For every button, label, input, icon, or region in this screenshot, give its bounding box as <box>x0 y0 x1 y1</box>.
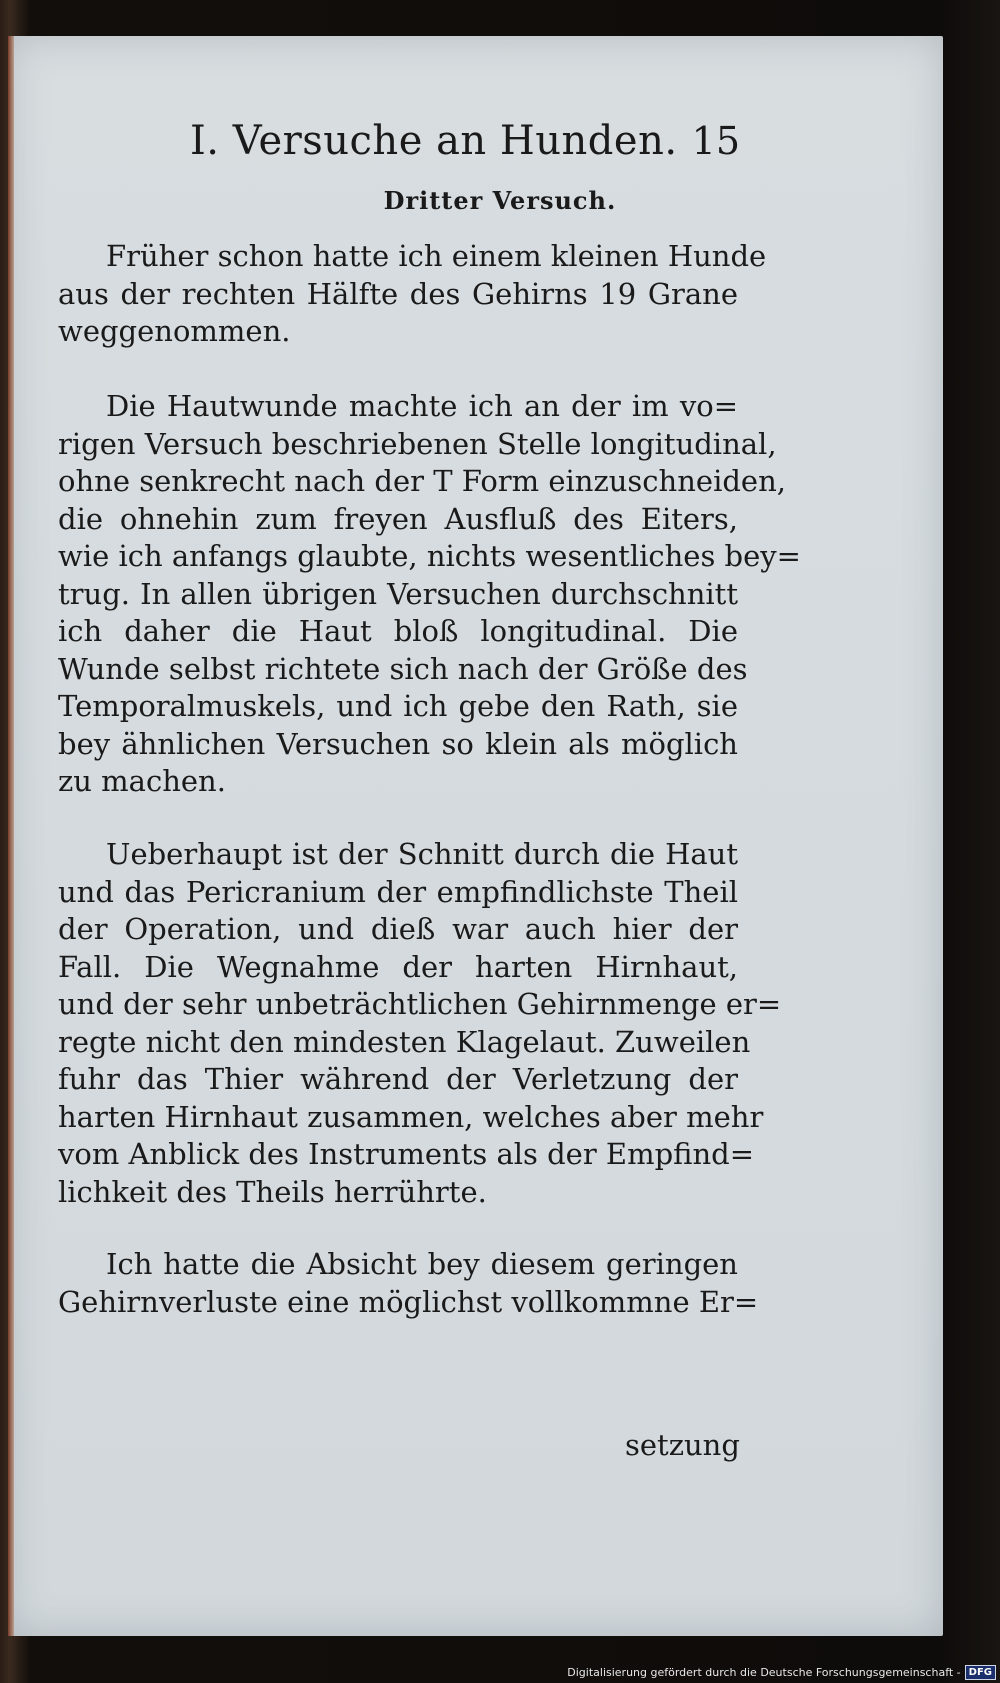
text-line: fuhr das Thier während der Verletzung der <box>58 1062 738 1096</box>
text-line: bey ähnlichen Versuchen so klein als möglich <box>58 726 738 761</box>
text-line: Früher schon hatte ich einem kleinen Hunde <box>106 239 767 273</box>
text-line: harten Hirnhaut zusammen, welches aber mehr <box>58 1099 764 1134</box>
text-line: ohne senkrecht nach der T Form einzuschneiden, <box>58 464 786 498</box>
page-number: 15 <box>691 119 740 163</box>
text-line: der Operation, und dieß war auch hier der <box>58 912 738 946</box>
paragraph-3 <box>58 836 782 1211</box>
paragraph-4 <box>58 1246 759 1321</box>
text-line: Wunde selbst richtete sich nach der Größe des <box>58 651 748 686</box>
text-line: aus der rechten Hälfte des Gehirns 19 Grane <box>58 276 738 311</box>
text-line: und der sehr unbeträchtlichen Gehirnmenge er= <box>58 987 782 1021</box>
page-header <box>190 118 740 178</box>
text-line: Ueberhaupt ist der Schnitt durch die Haut <box>106 837 738 871</box>
section-title: Dritter Versuch. <box>383 186 617 215</box>
text-line: Gehirnverluste eine möglichst vollkommne Er= <box>58 1284 759 1319</box>
text-line: zu machen. <box>58 764 226 798</box>
text-line: wie ich anfangs glaubte, nichts wesentliches bey= <box>58 539 801 573</box>
catchword: setzung <box>625 1428 740 1462</box>
text-line: und das Pericranium der empfindlichste Theil <box>58 874 738 909</box>
digitization-footer <box>0 1662 996 1682</box>
text-line: Fall. Die Wegnahme der harten Hirnhaut, <box>58 949 738 984</box>
dfg-logo: DFG <box>965 1665 996 1680</box>
text-line: lichkeit des Theils herrührte. <box>58 1174 487 1209</box>
text-line: die ohnehin zum freyen Ausfluß des Eiters, <box>58 501 738 536</box>
text-line: ich daher die Haut bloß longitudinal. Die <box>58 614 738 648</box>
text-line: Ich hatte die Absicht bey diesem geringen <box>106 1247 738 1281</box>
text-line: rigen Versuch beschriebenen Stelle longitudinal, <box>58 426 777 461</box>
footer-credit: Digitalisierung gefördert durch die Deutsche Forschungsgemeinschaft - <box>567 1665 961 1679</box>
text-line: regte nicht den mindesten Klagelaut. Zuweilen <box>58 1024 751 1059</box>
text-line: trug. In allen übrigen Versuchen durchschnitt <box>58 576 738 611</box>
paragraph-1 <box>58 238 767 351</box>
running-head: I. Versuche an Hunden. <box>190 118 678 164</box>
text-line: Temporalmuskels, und ich gebe den Rath, sie <box>58 689 738 723</box>
text-line: vom Anblick des Instruments als der Empfind= <box>58 1137 755 1171</box>
paragraph-2 <box>58 388 801 801</box>
text-line: weggenommen. <box>58 314 291 348</box>
text-line: Die Hautwunde machte ich an der im vo= <box>106 389 738 423</box>
